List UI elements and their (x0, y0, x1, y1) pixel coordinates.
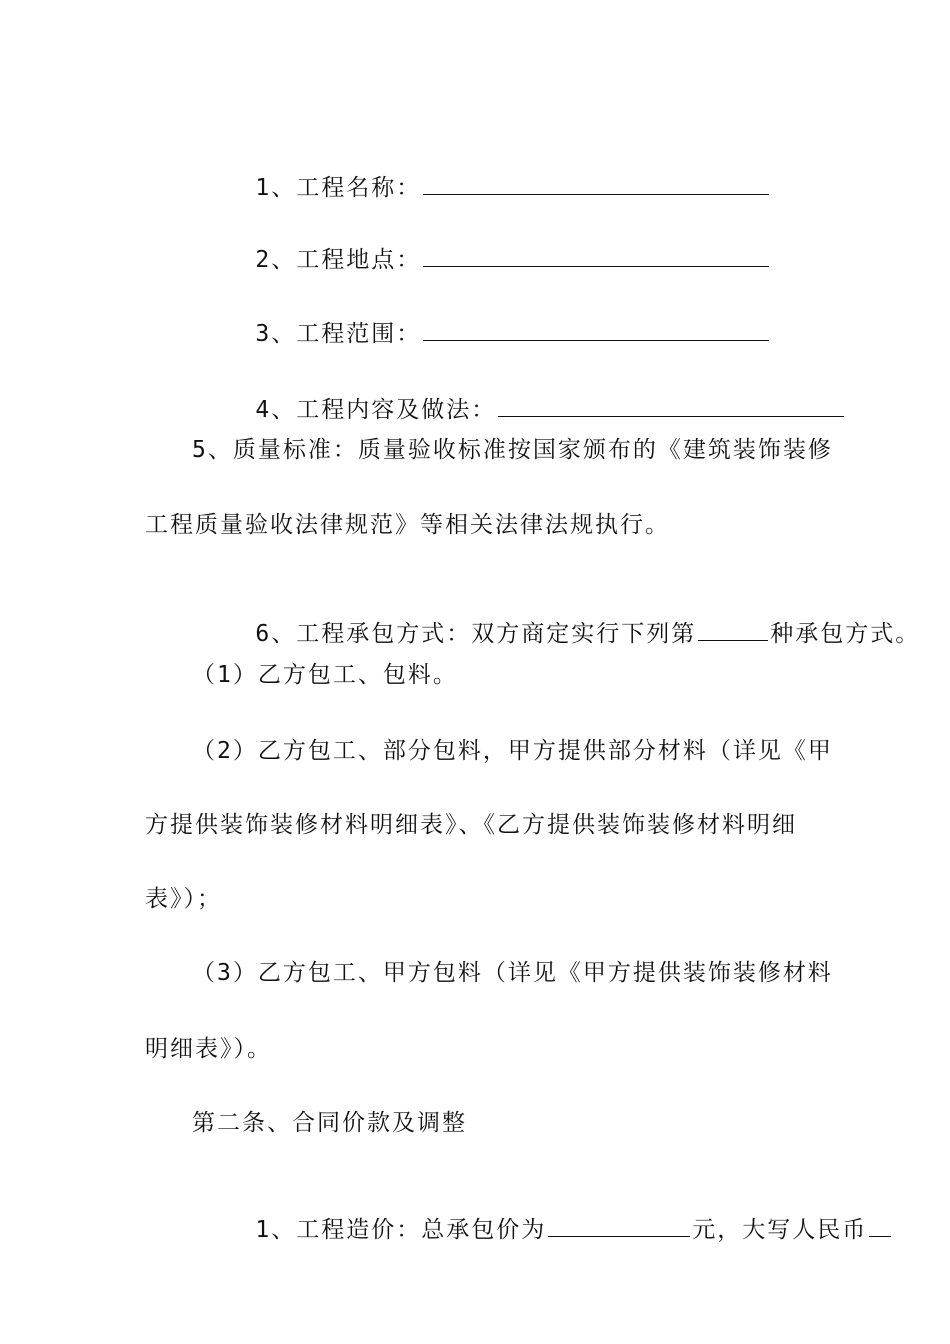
project-scope-blank[interactable] (423, 316, 769, 341)
option-2-line2: 方提供装饰装修材料明细表》、《乙方提供装饰装修材料明细 (145, 812, 797, 838)
option-2-line3: 表》）； (145, 886, 222, 912)
item-label: 1、工程名称： (255, 175, 422, 201)
item-label: 3、工程范围： (255, 321, 422, 347)
contract-method-blank[interactable] (698, 616, 768, 641)
project-location-blank[interactable] (423, 242, 769, 267)
option-1: （1）乙方包工、包料。 (192, 662, 458, 688)
section-2-title: 第二条、合同价款及调整 (192, 1110, 467, 1136)
option-3-line2: 明细表》）。 (145, 1036, 272, 1062)
item-label: 2、工程地点： (255, 247, 422, 273)
price-uppercase-blank[interactable] (869, 1212, 891, 1237)
option-3-line1: （3）乙方包工、甲方包料（详见《甲方提供装饰装修材料 (192, 960, 833, 986)
project-content-blank[interactable] (498, 392, 844, 417)
price-middle: 元，大写人民币 (692, 1217, 868, 1243)
item-label: 4、工程内容及做法： (255, 397, 497, 423)
price-prefix: 1、工程造价：总承包价为 (255, 1217, 547, 1243)
price-amount-blank[interactable] (548, 1212, 690, 1237)
option-2-line1: （2）乙方包工、部分包料，甲方提供部分材料（详见《甲 (192, 738, 833, 764)
contract-method-prefix: 6、工程承包方式：双方商定实行下列第 (255, 621, 697, 647)
quality-standard-line2: 工程质量验收法律规范》等相关法律法规执行。 (145, 512, 670, 538)
quality-standard-line1: 5、质量标准：质量验收标准按国家颁布的《建筑装饰装修 (192, 437, 833, 463)
contract-price (192, 1182, 893, 1275)
contract-method-suffix: 种承包方式。 (770, 621, 921, 647)
project-name-blank[interactable] (423, 170, 769, 195)
